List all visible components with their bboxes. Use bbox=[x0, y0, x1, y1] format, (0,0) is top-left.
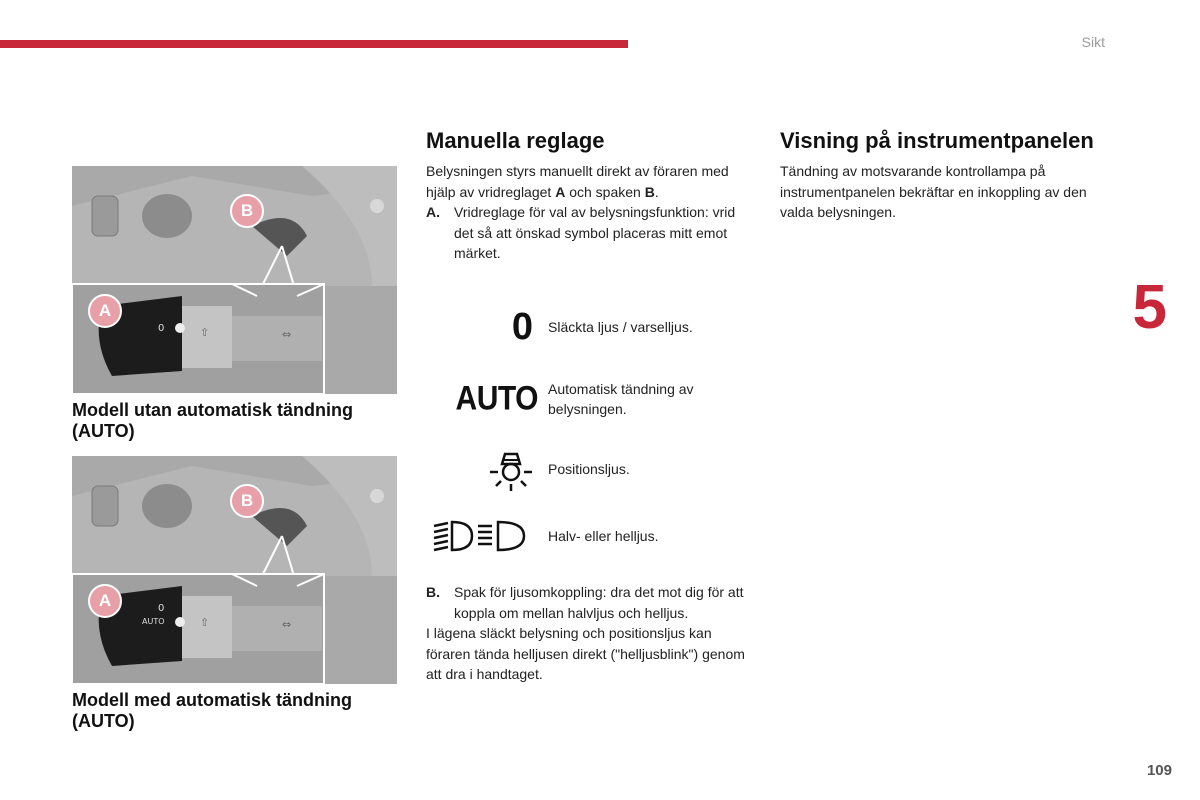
callout-b bbox=[230, 484, 264, 518]
outro-paragraph: I lägena släckt belysning och positionsljus kan föraren tända helljusen direkt ("helljusblink") genom att dra i handtaget. bbox=[426, 625, 745, 682]
callout-b bbox=[230, 194, 264, 228]
headlight-icon bbox=[432, 518, 538, 554]
callout-b-label: B bbox=[240, 201, 254, 220]
section-title: Manuella reglage bbox=[426, 128, 605, 153]
chapter-number: 5 bbox=[1132, 273, 1167, 342]
figure-caption: Modell utan automatisk tändning (AUTO) bbox=[72, 400, 354, 441]
symbol-description: Positionsljus. bbox=[548, 460, 630, 477]
manual-controls-section bbox=[426, 128, 756, 264]
svg-text:⇧: ⇧ bbox=[200, 326, 210, 339]
zero-icon: 0 bbox=[511, 306, 533, 348]
svg-text:0: 0 bbox=[158, 323, 165, 334]
symbol-row bbox=[426, 308, 756, 346]
symbol-description: Släckta ljus / varselljus. bbox=[548, 318, 693, 335]
section-label: Sikt bbox=[1081, 34, 1105, 50]
symbol-row bbox=[426, 377, 756, 421]
figure-lighting-stalk-auto bbox=[72, 456, 397, 684]
lever-section bbox=[426, 582, 756, 685]
callout-a bbox=[88, 584, 122, 618]
list-item-b bbox=[426, 582, 756, 623]
svg-text:⇔: ⇔ bbox=[282, 328, 292, 341]
section-title: Visning på instrumentpanelen bbox=[780, 128, 1094, 153]
callout-a-label: A bbox=[98, 591, 112, 610]
symbol-row bbox=[426, 446, 756, 492]
panel-paragraph: Tändning av motsvarande kontrollampa på instrumentpanelen bekräftar en inkoppling av den valda belysningen. bbox=[780, 163, 1087, 220]
item-text: Spak för ljusomkoppling: dra det mot dig för att koppla om mellan halvljus och helljus. bbox=[454, 584, 744, 621]
svg-text:⇧: ⇧ bbox=[200, 616, 210, 629]
symbol-row bbox=[426, 516, 756, 556]
intro-paragraph: Belysningen styrs manuellt direkt av föraren med hjälp av vridreglaget A och spaken B. bbox=[426, 163, 729, 200]
page-number: 109 bbox=[1146, 762, 1172, 779]
callout-b-label: B bbox=[240, 491, 254, 510]
figure-lighting-stalk-manual bbox=[72, 166, 397, 394]
symbol-description: Automatisk tändning av belysningen. bbox=[548, 380, 694, 417]
instrument-panel-section bbox=[780, 128, 1100, 223]
header-accent-bar bbox=[0, 40, 628, 48]
callout-a-label: A bbox=[98, 301, 112, 320]
svg-text:AUTO: AUTO bbox=[142, 617, 165, 626]
auto-icon: AUTO bbox=[455, 379, 538, 418]
figure-caption: Modell med automatisk tändning (AUTO) bbox=[72, 690, 353, 731]
callout-a bbox=[88, 294, 122, 328]
symbol-description: Halv- eller helljus. bbox=[548, 527, 659, 544]
item-label: B. bbox=[426, 584, 440, 600]
list-item-a bbox=[426, 202, 756, 264]
position-light-icon bbox=[486, 446, 536, 492]
item-text: Vridreglage för val av belysningsfunktion: vrid det så att önskad symbol placeras mitt emot märket. bbox=[454, 204, 736, 261]
svg-text:0: 0 bbox=[158, 603, 165, 614]
item-label: A. bbox=[426, 204, 440, 220]
svg-text:⇔: ⇔ bbox=[282, 618, 292, 631]
